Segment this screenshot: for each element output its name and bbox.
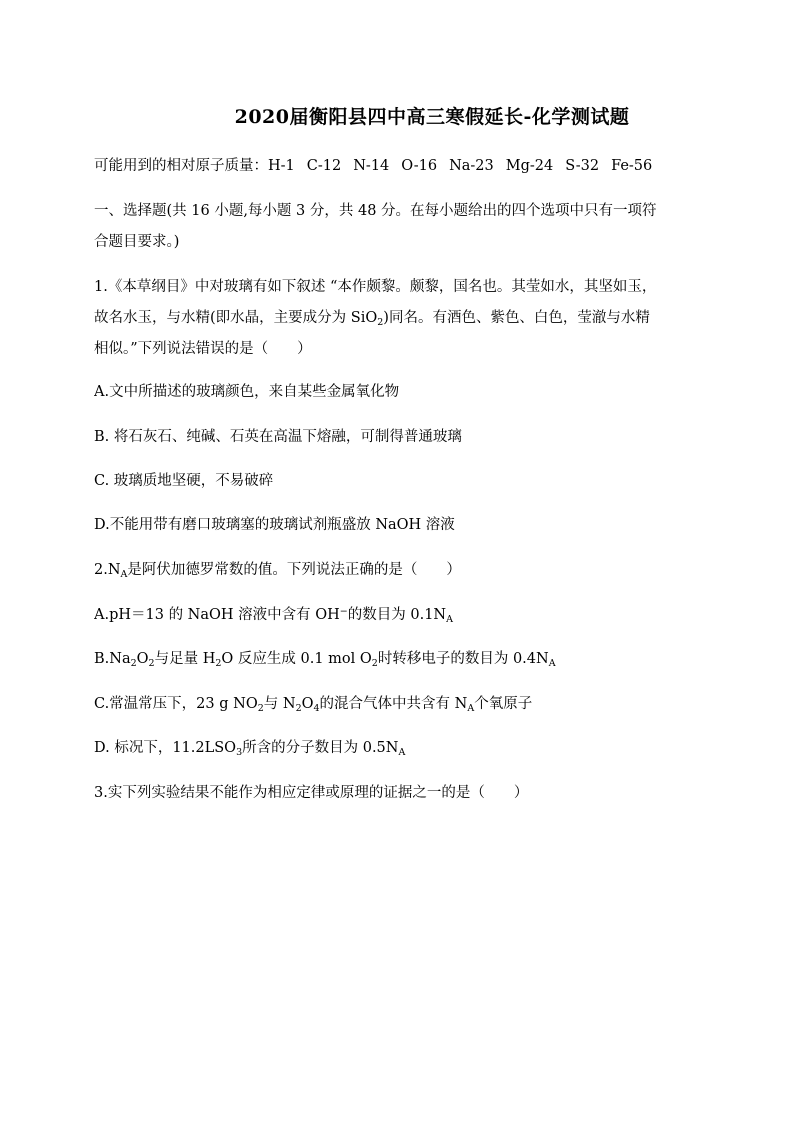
subscript: 2 — [377, 317, 384, 328]
subscript: A — [398, 747, 406, 758]
q2-text: D. 标况下，11.2LSO — [94, 740, 237, 756]
q1-stem-line-2 — [94, 307, 734, 329]
q2-text: 与 N — [263, 696, 296, 712]
atomic-mass-item: H-1 — [268, 158, 295, 174]
atomic-mass-line — [94, 155, 734, 177]
q2-option-d — [94, 737, 734, 759]
q1-option-d: D.不能用带有磨口玻璃塞的玻璃试剂瓶盛放 NaOH 溶液 — [94, 517, 455, 533]
q3-stem: 3.实下列实验结果不能作为相应定律或原理的证据之一的是（ ） — [94, 785, 529, 801]
q2-text: 2.N — [94, 562, 121, 578]
subscript: A — [548, 658, 556, 669]
q2-text: 的混合气体中共含有 N — [319, 696, 468, 712]
q2-text: O — [301, 696, 314, 712]
atomic-mass-label: 可能用到的相对原子质量： — [94, 158, 268, 174]
q2-text: B.Na — [94, 651, 131, 667]
atomic-mass-item: Fe-56 — [611, 158, 653, 174]
superscript: − — [339, 606, 348, 617]
q2-text: O 反应生成 0.1 mol O — [221, 651, 372, 667]
atomic-mass-item: Mg-24 — [505, 158, 554, 174]
q2-text: A.pH＝13 的 NaOH 溶液中含有 OH — [94, 607, 340, 623]
atomic-mass-item: O-16 — [401, 158, 438, 174]
atomic-mass-item: N-14 — [353, 158, 390, 174]
page-title: 2020届衡阳县四中高三寒假延长-化学测试题 — [234, 106, 630, 128]
q2-text: 的数目为 0.1N — [347, 607, 447, 623]
subscript: 2 — [130, 658, 137, 669]
q1-option-c: C. 玻璃质地坚硬，不易破碎 — [94, 473, 274, 489]
subscript: 2 — [371, 658, 378, 669]
q2-text: 与足量 H — [154, 651, 216, 667]
subscript: 2 — [148, 658, 155, 669]
section-heading-line-1: 一、选择题(共 16 小题,每小题 3 分，共 48 分。在每小题给出的四个选项中只有一项符 — [94, 203, 657, 219]
q1-option-b: B. 将石灰石、纯碱、石英在高温下熔融，可制得普通玻璃 — [94, 429, 462, 445]
atomic-mass-item: C-12 — [306, 158, 342, 174]
q2-text: 是阿伏加德罗常数的值。下列说法正确的是（ ） — [127, 562, 461, 578]
q2-option-b — [94, 648, 734, 670]
subscript: 2 — [257, 703, 264, 714]
subscript: A — [446, 614, 453, 625]
q1-stem-line-1: 1.《本草纲目》中对玻璃有如下叙述 “本作颇黎。颇黎，国名也。其莹如水，其坚如玉， — [94, 279, 657, 295]
q2-text: 个氧原子 — [474, 696, 533, 712]
subscript: A — [120, 569, 128, 580]
atomic-mass-item: Na-23 — [449, 158, 494, 174]
q2-text: 所含的分子数目为 0.5N — [242, 740, 399, 756]
q1-option-a: A.文中所描述的玻璃颜色，来自某些金属氧化物 — [94, 384, 400, 400]
q1-text: 故名水玉，与水精(即水晶，主要成分为 SiO — [94, 310, 378, 326]
q2-text: 时转移电子的数目为 0.4N — [377, 651, 549, 667]
q2-text: C.常温常压下，23 g NO — [94, 696, 258, 712]
q2-option-c — [94, 693, 734, 715]
subscript: A — [467, 703, 475, 714]
subscript: 2 — [215, 658, 222, 669]
atomic-mass-item: S-32 — [565, 158, 600, 174]
q2-stem — [94, 559, 734, 581]
q2-option-a — [94, 604, 734, 626]
section-heading-line-2: 合题目要求。) — [94, 234, 180, 250]
q1-stem-line-3: 相似。”下列说法错误的是（ ） — [94, 341, 312, 357]
subscript: 4 — [313, 703, 320, 714]
subscript: 2 — [295, 703, 302, 714]
q1-text: )同名。有酒色、紫色、白色，莹澈与水精 — [383, 310, 650, 326]
subscript: 3 — [236, 747, 243, 758]
q2-text: O — [136, 651, 149, 667]
